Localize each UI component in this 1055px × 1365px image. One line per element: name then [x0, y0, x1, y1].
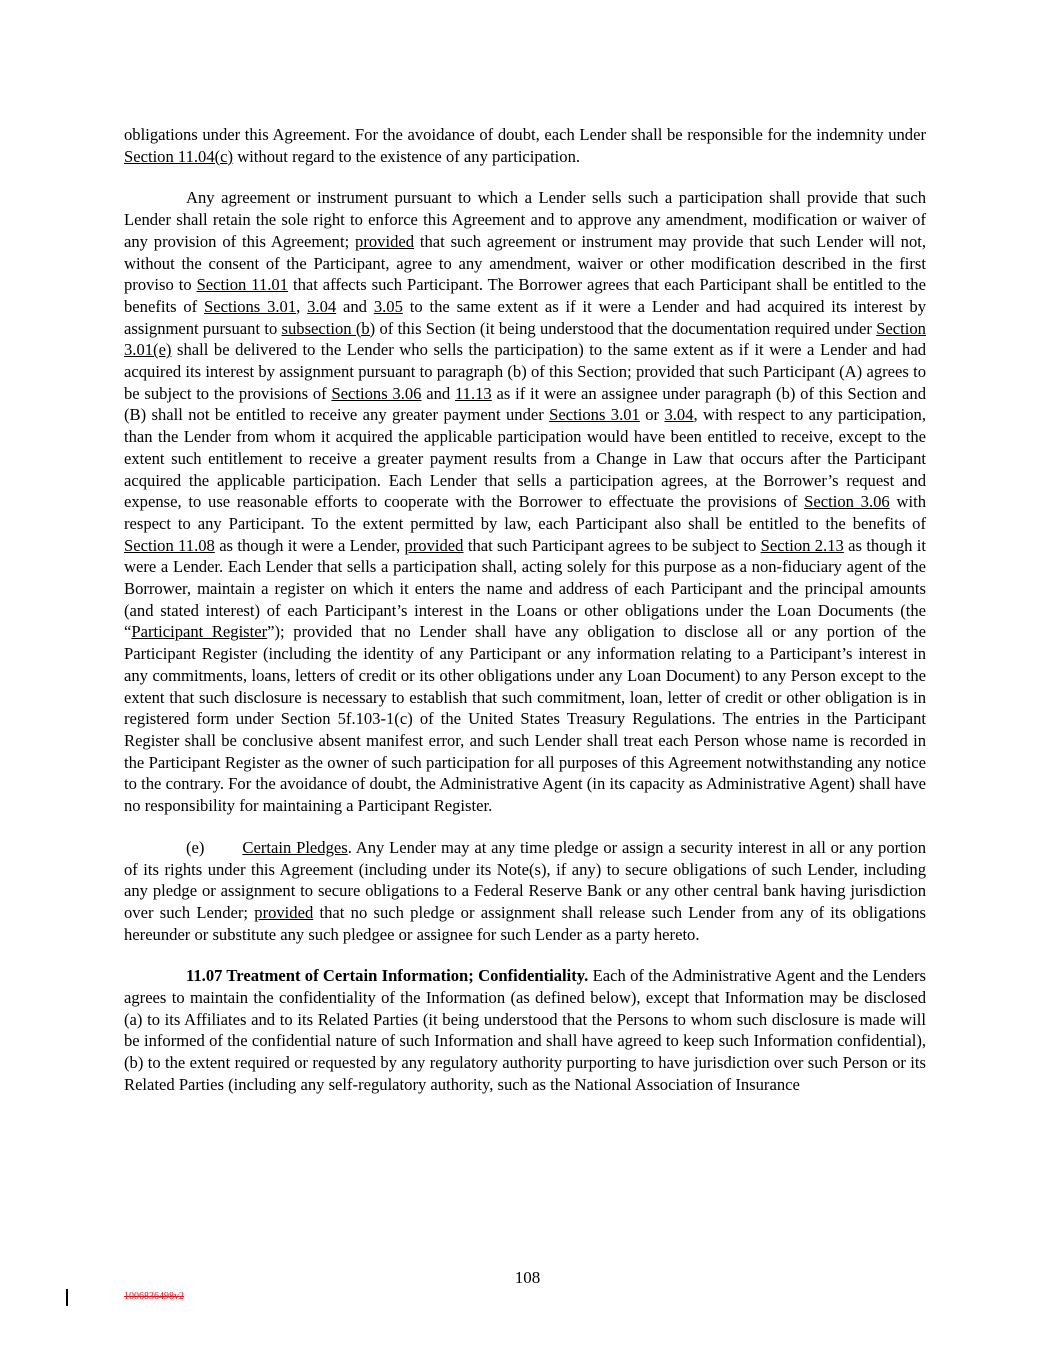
section-reference: Sections 3.01 — [204, 296, 297, 316]
section-reference: Section 11.08 — [124, 535, 215, 555]
change-bar — [66, 1289, 68, 1306]
section-reference: 3.04 — [664, 405, 694, 425]
section-reference: 3.04 — [307, 296, 337, 316]
paragraph-participation-indemnity: obligations under this Agreement. For the avoidance of doubt, each Lender shall be responsible for the indemnity under Section 11.04(c) without regard to the existence of any participation. — [124, 125, 926, 166]
page-number: 108 — [514, 1268, 541, 1287]
section-reference: Sections 3.06 — [331, 383, 422, 403]
provided-term: provided — [254, 902, 314, 922]
document-id: 1006836498v2 — [124, 1291, 184, 1302]
section-reference: subsection (b) — [281, 318, 376, 338]
clause-label: (e) — [186, 837, 205, 857]
section-reference: 11.13 — [454, 383, 492, 403]
document-page — [124, 124, 926, 1096]
provided-term: provided — [404, 535, 464, 555]
section-heading: 11.07 Treatment of Certain Information; Confidentiality. — [186, 966, 589, 986]
section-reference: 3.05 — [373, 296, 403, 316]
provided-term: provided — [355, 231, 415, 251]
section-reference: Section 3.06 — [804, 492, 890, 512]
section-reference: Section 11.04(c) — [124, 146, 234, 166]
paragraph-confidentiality: 11.07 Treatment of Certain Information; Confidentiality. Each of the Administrative Agent and the Lenders agrees to maintain the confidentiality of the Information (as defined below), except that Information may be disclosed (a) to its Affiliates and to its Related Parties (it being understood that the Persons to whom such disclosure is made will be informed of the confidential nature of such Information and shall have agreed to keep such Information confidential), (b) to the extent required or requested by any regulatory authority purporting to have jurisdiction over such Person or its Related Parties (including any self-regulatory authority, such as the National Association of Insurance — [124, 966, 926, 1094]
section-reference: Section 2.13 — [760, 535, 844, 555]
section-reference: Section 3.01(e) — [124, 318, 926, 360]
defined-term: Participant Register — [131, 622, 268, 642]
clause-heading: Certain Pledges — [242, 837, 348, 857]
paragraph-certain-pledges: (e) Certain Pledges. Any Lender may at any time pledge or assign a security interest in all or any portion of its rights under this Agreement (including under its Note(s), if any) to secure obligations of such Lender, including any pledge or assignment to secure obligations to a Federal Reserve Bank or any other central bank having jurisdiction over such Lender; provided that no such pledge or assignment shall release such Lender from any of its obligations hereunder or substitute any such pledgee or assignee for such Lender as a party hereto. — [124, 837, 926, 944]
section-reference: Section 11.01 — [196, 275, 289, 295]
section-reference: Sections 3.01 — [549, 405, 640, 425]
paragraph-participant-rights: Any agreement or instrument pursuant to which a Lender sells such a participation shall provide that such Lender shall retain the sole right to enforce this Agreement and to approve any amendment, modification or waiver of any provision of this Agreement; provided that such agreement or instrument may provide that such Lender will not, without the consent of the Participant, agree to any amendment, waiver or other modification described in the first proviso to Section 11.01 that affects such Participant. The Borrower agrees that each Participant shall be entitled to the benefits of Sections 3.01, 3.04 and 3.05 to the same extent as if it were a Lender and had acquired its interest by assignment pursuant to subsection (b) of this Section (it being understood that the documentation required under Section 3.01(e) shall be delivered to the Lender who sells the participation) to the same extent as if it were a Lender and had acquired its interest by assignment pursuant to paragraph (b) of this Section; provided that such Participant (A) agrees to be subject to the provisions of Sections 3.06 and 11.13 as if it were an assignee under paragraph (b) of this Section and (B) shall not be entitled to receive any greater payment under Sections 3.01 or 3.04, with respect to any participation, than the Lender from whom it acquired the applicable participation would have been entitled to receive, except to the extent such entitlement to receive a greater payment results from a Change in Law that occurs after the Participant acquired the applicable participation. Each Lender that sells a participation agrees, at the Borrower’s request and expense, to use reasonable efforts to cooperate with the Borrower to effectuate the provisions of Section 3.06 with respect to any Participant. To the extent permitted by law, each Participant also shall be entitled to the benefits of Section 11.08 as though it were a Lender, provided that such Participant agrees to be subject to Section 2.13 as though it were a Lender. Each Lender that sells a participation shall, acting solely for this purpose as a non-fiduciary agent of the Borrower, maintain a register on which it enters the name and address of each Participant and the principal amounts (and stated interest) of each Participant’s interest in the Loans or other obligations under the Loan Documents (the “Participant Register”); provided that no Lender shall have any obligation to disclose all or any portion of the Participant Register (including the identity of any Participant or any information relating to a Participant’s interest in any commitments, loans, letters of credit or its other obligations under any Loan Document) to any Person except to the extent that such disclosure is necessary to establish that such commitment, loan, letter of credit or other obligation is in registered form under Section 5f.103-1(c) of the United States Treasury Regulations. The entries in the Participant Register shall be conclusive absent manifest error, and such Lender shall treat each Person whose name is recorded in the Participant Register as the owner of such participation for all purposes of this Agreement notwithstanding any notice to the contrary. For the avoidance of doubt, the Administrative Agent (in its capacity as Administrative Agent) shall have no responsibility for maintaining a Participant Register. — [124, 188, 927, 816]
